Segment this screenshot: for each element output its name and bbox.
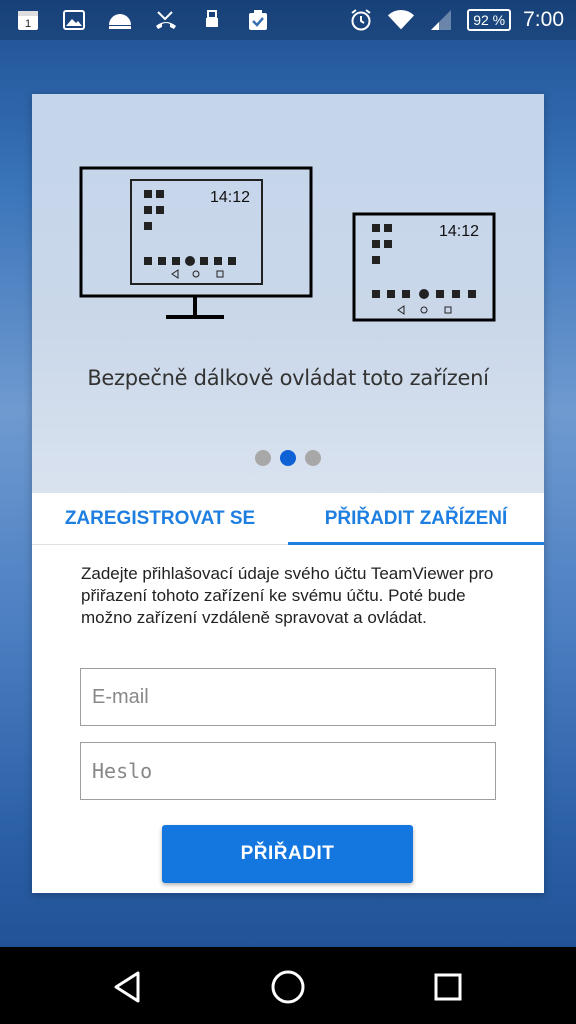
signal-icon — [427, 6, 455, 34]
clipboard-check-icon — [244, 6, 272, 34]
pager-dot-3[interactable] — [305, 450, 321, 466]
assign-description: Zadejte přihlašovací údaje svého účtu TeamViewer pro přiřazení tohoto zařízení ke svému účtu. Poté bude možno zařízení vzdáleně spravovat a ovládat. — [81, 564, 494, 627]
assign-device-card — [32, 94, 544, 893]
email-field[interactable]: E-mail — [80, 668, 496, 726]
image-icon — [60, 6, 88, 34]
carousel-pager[interactable] — [32, 450, 544, 466]
status-bar — [0, 0, 576, 40]
back-icon[interactable] — [108, 967, 148, 1007]
assign-button[interactable]: PŘIŘADIT — [162, 825, 413, 883]
calendar-icon — [14, 6, 42, 34]
tab-register[interactable]: ZAREGISTROVAT SE — [64, 507, 256, 529]
battery-indicator: 92 % — [467, 9, 511, 31]
alarm-icon — [347, 6, 375, 34]
monitor-clock: 14:12 — [210, 189, 251, 206]
monitor-illustration — [81, 168, 311, 319]
password-field[interactable]: Heslo — [80, 742, 496, 800]
tab-assign-device[interactable]: PŘIŘADIT ZAŘÍZENÍ — [288, 493, 544, 544]
wifi-icon — [387, 6, 415, 34]
account-tabs — [32, 493, 544, 545]
usb-icon — [198, 6, 226, 34]
wifi-hotspot-icon — [106, 6, 134, 34]
onboarding-carousel[interactable] — [32, 94, 544, 493]
tablet-clock: 14:12 — [439, 223, 480, 240]
missed-call-icon — [152, 6, 180, 34]
calendar-day: 1 — [24, 18, 32, 30]
pager-dot-1[interactable] — [255, 450, 271, 466]
status-clock: 7:00 — [523, 8, 564, 31]
home-icon[interactable] — [268, 967, 308, 1007]
pager-dot-2[interactable] — [280, 450, 296, 466]
navigation-bar — [0, 947, 576, 1024]
recents-icon[interactable] — [428, 967, 468, 1007]
devices-illustration — [32, 94, 544, 354]
tablet-illustration — [354, 214, 494, 320]
carousel-caption: Bezpečně dálkově ovládat toto zařízení — [87, 366, 489, 390]
